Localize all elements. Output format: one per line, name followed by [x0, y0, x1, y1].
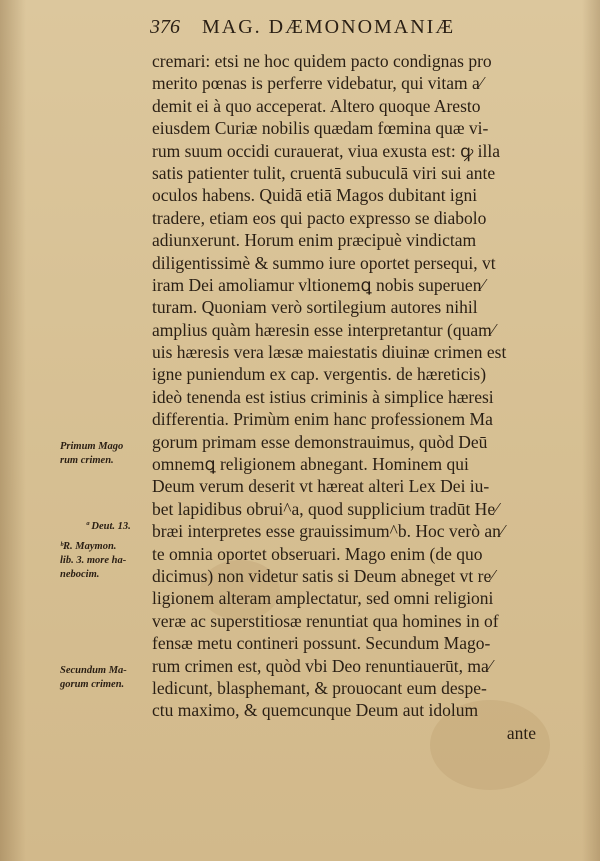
text-line: te omnia oportet obseruari. Mago enim (de quo — [152, 543, 483, 564]
text-line: dicimus) non videtur satis si Deum abneget vt re⁄ — [152, 565, 495, 586]
text-line: gorum primam esse demonstrauimus, quòd Deū — [152, 431, 488, 452]
text-line: differentia. Primùm enim hanc professionem Ma — [152, 409, 493, 430]
text-line: adiunxerunt. Horum enim præcipuè vindictam — [152, 230, 477, 251]
text-line: merito pœnas is perferre videbatur, qui vitam a⁄ — [152, 73, 483, 94]
main-text — [152, 50, 572, 744]
text-line: demit ei à quo acceperat. Altero quoque Aresto — [152, 95, 481, 116]
text-line: bet lapidibus obrui^a, quod supplicium tradūt He⁄ — [152, 498, 499, 519]
text-line: ideò tenenda est istius criminis à simplice hæresi — [152, 386, 494, 407]
margin-note-primum — [60, 440, 152, 468]
text-line: tradere, etiam eos qui pacto expresso se diabolo — [152, 207, 487, 228]
page-header — [150, 14, 570, 42]
text-line: diligentissimè & summo iure oportet persequi, vt — [152, 252, 496, 273]
margin-note-line: nebocim. — [60, 569, 100, 580]
text-line: rum crimen est, quòd vbi Deo renuntiauerūt, ma⁄ — [152, 655, 492, 676]
margin-note-line: rum crimen. — [60, 455, 114, 466]
text-line: fensæ metu contineri possunt. Secundum Mago- — [152, 633, 491, 654]
margin-note-line: ᵇR. Maymon. — [60, 541, 117, 552]
text-line: omnemꝗ religionem abnegant. Hominem qui — [152, 454, 469, 475]
text-line: cremari: etsi ne hoc quidem pacto condignas pro — [152, 51, 492, 71]
text-line: bræi interpretes esse grauissimum^b. Hoc verò an⁄ — [152, 521, 504, 542]
margin-note-line: Primum Mago — [60, 441, 124, 452]
text-line: satis patienter tulit, cruentā subuculā viri sui ante — [152, 162, 496, 183]
text-line: igne puniendum ex cap. vergentis. de hæreticis) — [152, 364, 487, 385]
text-line: rum suum occidi curauerat, viua exusta est: ꝙ illa — [152, 140, 500, 161]
text-line: uis hæresis vera læsæ maiestatis diuinæ crimen est — [152, 342, 507, 363]
margin-note-line: gorum crimen. — [60, 679, 125, 690]
text-line: oculos habens. Quidā etiā Magos dubitant igni — [152, 185, 478, 206]
margin-note-line: lib. 3. more ha- — [60, 555, 127, 566]
page-number: 376 — [150, 16, 180, 38]
text-line: amplius quàm hæresin esse interpretantur (quam⁄ — [152, 319, 495, 340]
text-line: ligionem alteram amplectatur, sed omni religioni — [152, 588, 494, 609]
margin-note-line: Secundum Ma- — [60, 665, 127, 676]
margin-note-deut — [86, 520, 178, 534]
text-line: ledicunt, blasphemant, & prouocant eum despe- — [152, 677, 487, 698]
margin-note-maymon — [60, 540, 152, 582]
text-line: turam. Quoniam verò sortilegium autores nihil — [152, 297, 478, 318]
text-line: eiusdem Curiæ nobilis quædam fœmina quæ vi- — [152, 118, 489, 139]
text-line: veræ ac superstitiosæ renuntiat qua homines in of — [152, 610, 499, 631]
margin-note-line: ª Deut. 13. — [86, 521, 131, 532]
margin-note-secundum — [60, 664, 152, 692]
running-head: MAG. DÆMONOMANIÆ — [202, 16, 456, 38]
text-line: Deum verum deserit vt hæreat alteri Lex Dei iu- — [152, 476, 490, 497]
catchword: ante — [506, 722, 536, 743]
text-line: iram Dei amoliamur vltionemꝗ nobis superuen⁄ — [152, 274, 485, 295]
text-line: ctu maximo, & quemcunque Deum aut idolum — [152, 700, 479, 721]
